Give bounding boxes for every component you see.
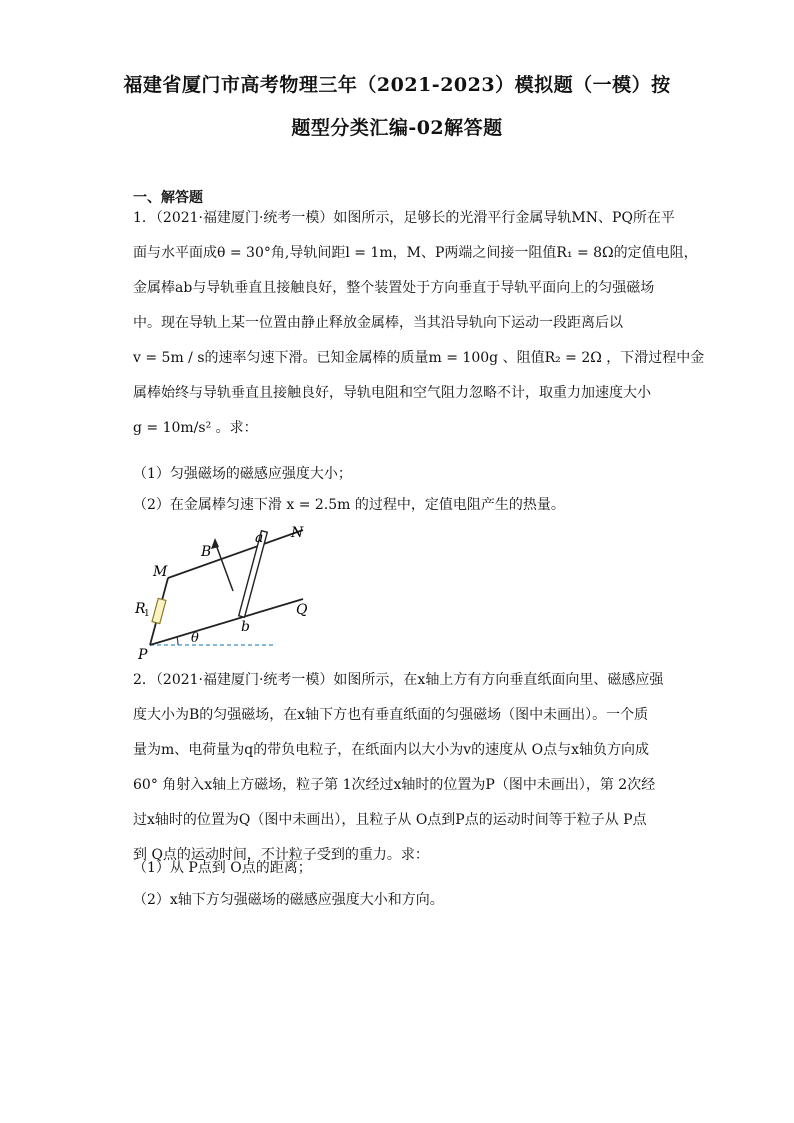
resistor-r1	[152, 598, 166, 623]
document-title-line-1: 福建省厦门市高考物理三年（2021-2023）模拟题（一模）按	[123, 74, 671, 96]
q2-line-5: 过x轴时的位置为Q（图中未画出），且粒子从 O点到P点的运动时间等于粒子从 P点	[133, 812, 647, 828]
document-title-line-2: 题型分类汇编-02解答题	[291, 117, 503, 139]
q1-line-4: 中。现在导轨上某一位置由静止释放金属棒，当其沿导轨向下运动一段距离后以	[133, 315, 623, 331]
q1-subquestion-1: （1）匀强磁场的磁感应强度大小；	[133, 466, 352, 482]
q1-line-3: 金属棒ab与导轨垂直且接触良好，整个装置处于方向垂直于导轨平面向上的匀强磁场	[133, 280, 655, 296]
q2-line-6: 到 Q点的运动时间，不计粒子受到的重力。求：	[133, 847, 429, 863]
label-m: M	[153, 564, 168, 580]
q2-line-2: 度大小为B的匀强磁场，在x轴下方也有垂直纸面的匀强磁场（图中未画出）。一个质	[133, 707, 649, 723]
field-arrow-shaft	[215, 542, 233, 591]
q2-line-3: 量为m、电荷量为q的带负电粒子，在纸面内以大小为v的速度从 O点与x轴负方向成	[133, 742, 649, 758]
q1-line-7: g = 10m/s² 。求：	[133, 420, 258, 436]
q2-line-4: 60° 角射入x轴上方磁场，粒子第 1次经过x轴时的位置为P（图中未画出），第 2次经	[133, 777, 656, 793]
q1-line-2: 面与水平面成θ = 30°角,导轨间距l = 1m，M、P两端之间接一阻值R₁ = 8Ω的定值电阻，	[133, 245, 698, 261]
label-b-rod: b	[241, 619, 250, 635]
label-p: P	[138, 647, 148, 663]
question-2-text	[133, 663, 663, 873]
q1-line-5: v = 5m / s的速率匀速下滑。已知金属棒的质量m = 100g 、阻值R₂ = 2Ω ，下滑过程中金	[133, 350, 705, 366]
rail-pq	[150, 599, 303, 645]
q1-line-6: 属棒始终与导轨垂直且接触良好，导轨电阻和空气阻力忽略不计，取重力加速度大小	[133, 385, 651, 401]
q2-subquestion-2: （2）x轴下方匀强磁场的磁感应强度大小和方向。	[133, 892, 444, 908]
label-b-field: B	[201, 544, 212, 560]
q1-line-1: 1．（2021·福建厦门·统考一模）如图所示，足够长的光滑平行金属导轨MN、PQ所在平	[133, 210, 675, 226]
q2-subquestion-1: （1）从 P点到 O点的距离；	[133, 860, 312, 876]
theta-arc	[177, 637, 178, 645]
label-r-subscript: 1	[144, 609, 150, 619]
field-arrow-head-icon	[211, 538, 219, 549]
rail-mn	[168, 530, 303, 578]
label-theta: θ	[191, 631, 199, 646]
q1-rail-figure	[133, 520, 323, 665]
label-a: a	[255, 530, 264, 546]
q2-line-1: 2．（2021·福建厦门·统考一模）如图所示，在x轴上方有方向垂直纸面向里、磁感应强	[133, 672, 664, 688]
label-q: Q	[296, 602, 308, 618]
q1-subquestion-2: （2）在金属棒匀速下滑 x = 2.5m 的过程中，定值电阻产生的热量。	[133, 497, 565, 513]
label-r: R	[135, 601, 146, 617]
label-n: N	[291, 525, 304, 541]
question-1-text	[133, 201, 705, 446]
section-heading: 一、解答题	[133, 190, 203, 206]
